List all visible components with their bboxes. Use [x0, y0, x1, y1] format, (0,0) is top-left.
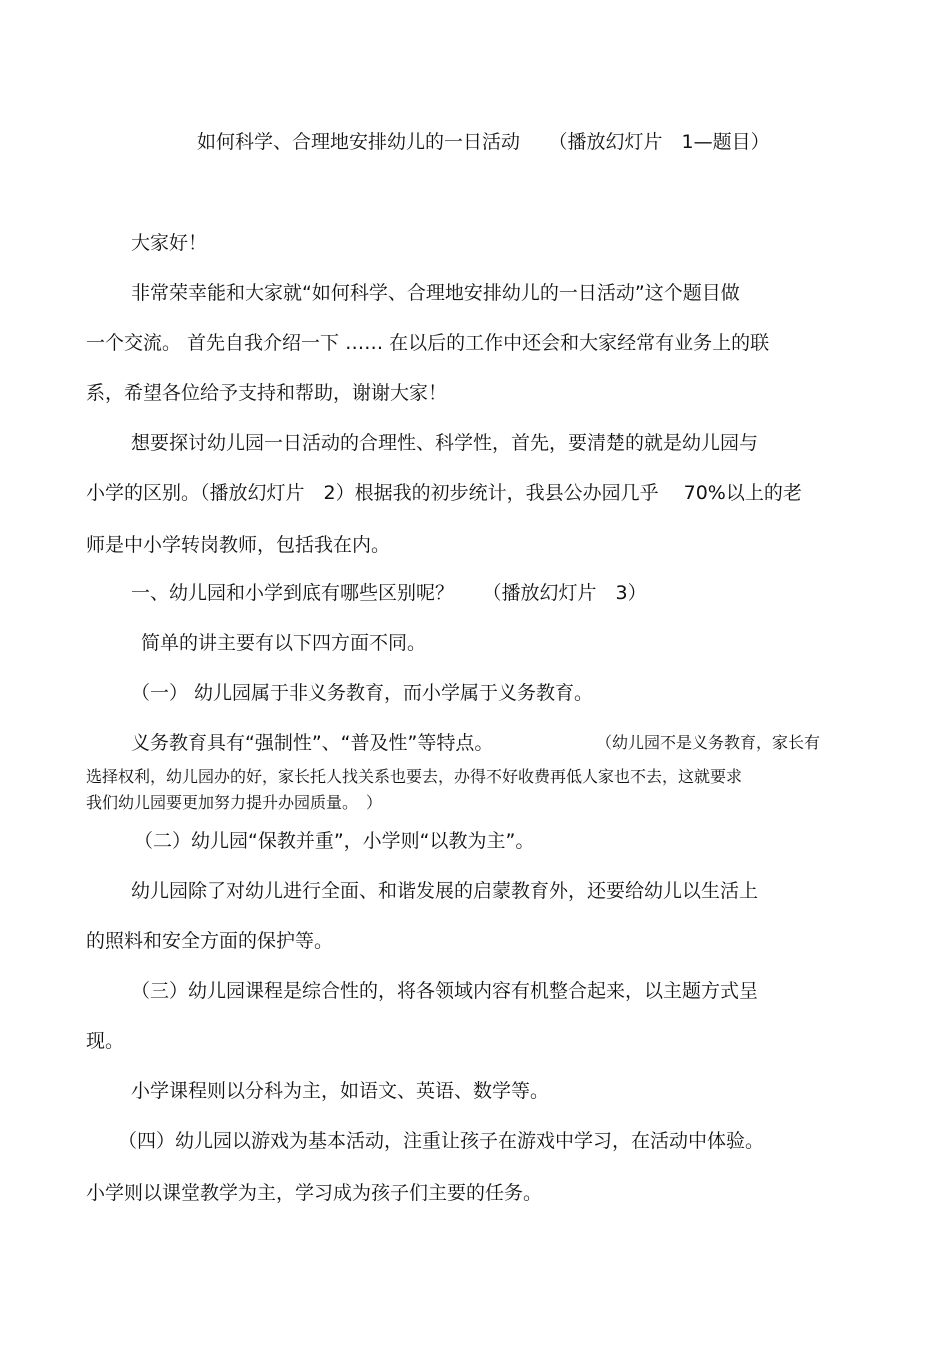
paragraph-line: 一个交流。 首先自我介绍一下 …… 在以后的工作中还会和大家经常有业务上的联 [86, 332, 770, 354]
paragraph-line: 小学课程则以分科为主，如语文、英语、数学等。 [131, 1080, 550, 1102]
subsection-heading: （三）幼儿园课程是综合性的，将各领域内容有机整合起来，以主题方式呈 [131, 980, 759, 1002]
paragraph-line: 非常荣幸能和大家就“如何科学、合理地安排幼儿的一日活动”这个题目做 [131, 282, 740, 304]
paragraph-line: 的照料和安全方面的保护等。 [86, 930, 334, 952]
note-line: 我们幼儿园要更加努力提升办园质量。 ） [86, 793, 383, 812]
paragraph-line: 幼儿园除了对幼儿进行全面、和谐发展的启蒙教育外，还要给幼儿以生活上 [131, 880, 759, 902]
note-line: 选择权利，幼儿园办的好，家长托人找关系也要去，办得不好收费再低人家也不去，这就要求 [86, 767, 743, 786]
paragraph-line: 小学的区别。（播放幻灯片 2）根据我的初步统计，我县公办园几乎 70%以上的老 [86, 482, 802, 504]
note-line: （幼儿园不是义务教育，家长有 [596, 733, 821, 752]
subsection-heading: （一） 幼儿园属于非义务教育，而小学属于义务教育。 [131, 682, 594, 704]
paragraph-line: 简单的讲主要有以下四方面不同。 [141, 632, 427, 654]
paragraph-line: 义务教育具有“强制性”、“普及性”等特点。 [131, 732, 494, 754]
section-heading: 一、幼儿园和小学到底有哪些区别呢？ （播放幻灯片 3） [131, 582, 647, 604]
paragraph-greeting: 大家好！ [131, 232, 208, 254]
paragraph-line: 系，希望各位给予支持和帮助，谢谢大家！ [86, 382, 448, 404]
paragraph-line: 现。 [86, 1030, 125, 1052]
paragraph-line: 想要探讨幼儿园一日活动的合理性、科学性，首先，要清楚的就是幼儿园与 [131, 432, 759, 454]
document-title: 如何科学、合理地安排幼儿的一日活动 （播放幻灯片 1—题目） [197, 131, 770, 153]
subsection-heading: （二）幼儿园“保教并重”，小学则“以教为主”。 [134, 830, 535, 852]
paragraph-line: 小学则以课堂教学为主，学习成为孩子们主要的任务。 [86, 1182, 543, 1204]
paragraph-line: 师是中小学转岗教师，包括我在内。 [86, 534, 391, 556]
subsection-heading: （四）幼儿园以游戏为基本活动，注重让孩子在游戏中学习，在活动中体验。 [118, 1130, 765, 1152]
